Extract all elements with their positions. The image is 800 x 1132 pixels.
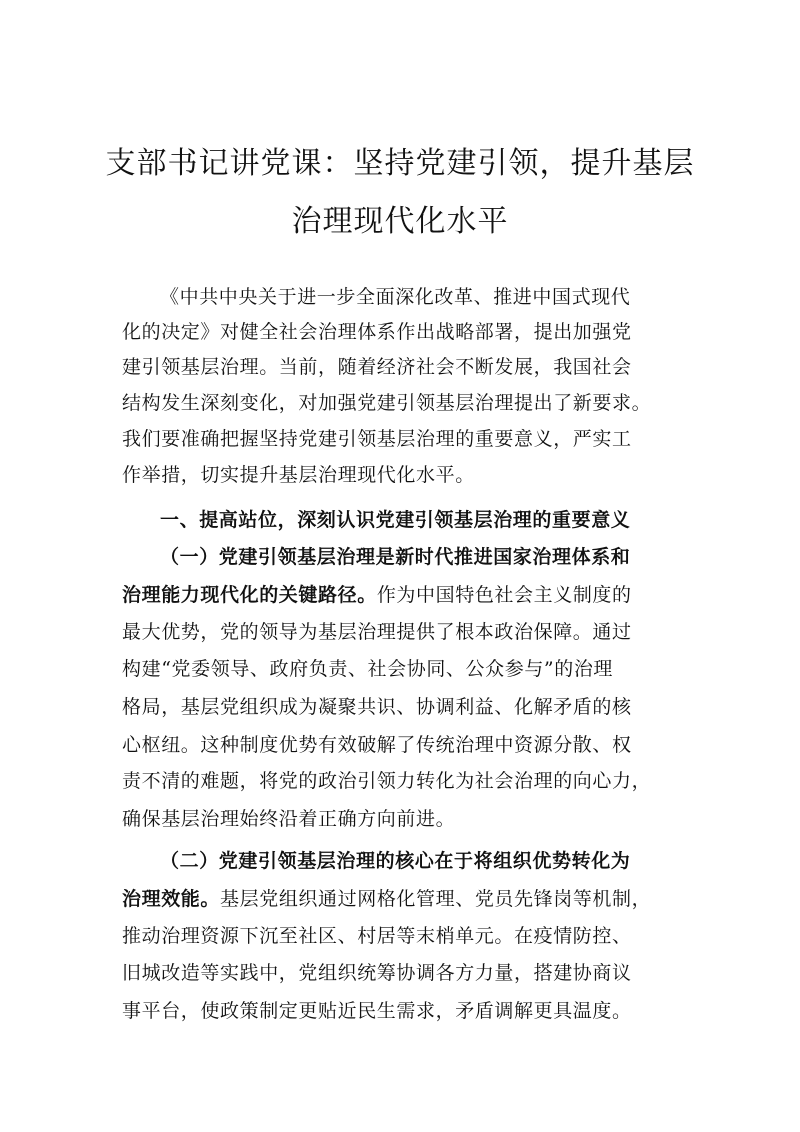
intro-line: 我们要准确把握坚持党建引领基层治理的重要意义，严实工 (122, 428, 632, 450)
p1-line: 格局，基层党组织成为凝聚共识、协调利益、化解矛盾的核 (122, 696, 632, 718)
intro-line: 结构发生深刻变化，对加强党建引领基层治理提出了新要求。 (122, 392, 652, 414)
intro-line: 《中共中央关于进一步全面深化改革、推进中国式现代 (160, 286, 631, 308)
p2-line-2 (122, 884, 651, 914)
intro-line: 作举措，切实提升基层治理现代化水平。 (122, 464, 475, 486)
p2-line-2-rest: 基层党组织通过网格化管理、党员先锋岗等机制， (220, 888, 652, 910)
p1-bold-line: （一）党建引领基层治理是新时代推进国家治理体系和 (160, 546, 631, 568)
p2-line: 推动治理资源下沉至社区、村居等末梢单元。在疫情防控、 (122, 925, 632, 947)
p1-line: 责不清的难题，将党的政治引领力转化为社会治理的向心力， (122, 770, 652, 792)
intro-line: 建引领基层治理。当前，随着经济社会不断发展，我国社会 (122, 356, 632, 378)
p2-line: 事平台，使政策制定更贴近民生需求，矛盾调解更具温度。 (122, 1000, 632, 1022)
document-title-line-1: 支部书记讲党课：坚持党建引领，提升基层 (105, 146, 695, 181)
p1-line-2-rest: 作为中国特色社会主义制度的 (376, 584, 632, 606)
p1-line-2 (122, 580, 632, 610)
p2-bold-lead: 治理效能。 (122, 888, 221, 910)
p2-line: 旧城改造等实践中，党组织统筹协调各方力量，搭建协商议 (122, 962, 632, 984)
p1-line: 确保基层治理始终沿着正确方向前进。 (122, 808, 456, 830)
p1-bold-lead: 治理能力现代化的关键路径。 (122, 584, 377, 606)
section-heading-1: 一、提高站位，深刻认识党建引领基层治理的重要意义 (160, 509, 631, 531)
p1-line: 构建“党委领导、政府负责、社会协同、公众参与”的治理 (122, 658, 614, 680)
p1-line: 心枢纽。这种制度优势有效破解了传统治理中资源分散、权 (122, 734, 632, 756)
p1-line: 最大优势，党的领导为基层治理提供了根本政治保障。通过 (122, 621, 632, 643)
document-title-line-2: 治理现代化水平 (291, 204, 509, 239)
p2-bold-line: （二）党建引领基层治理的核心在于将组织优势转化为 (160, 850, 631, 872)
intro-line: 化的决定》对健全社会治理体系作出战略部署，提出加强党 (122, 321, 632, 343)
